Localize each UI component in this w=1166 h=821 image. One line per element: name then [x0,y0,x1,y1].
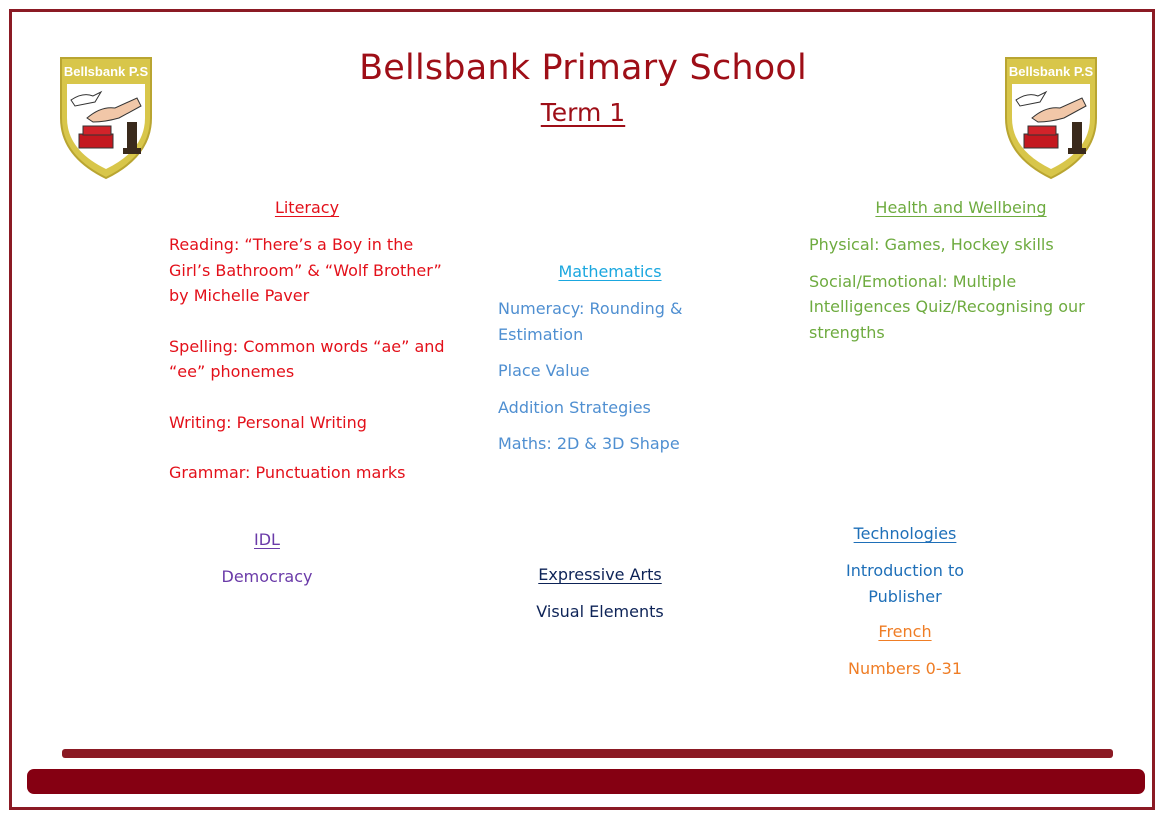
technologies-item: Publisher [868,586,942,606]
literacy-item: by Michelle Paver [169,286,310,305]
literacy-list [169,232,469,486]
expressive-arts-item: Visual Elements [536,602,664,621]
literacy-item: Writing: Personal Writing [169,412,367,432]
mathematics-list [498,296,718,457]
mathematics-item: Place Value [498,361,590,380]
mathematics-item: Estimation [498,324,584,344]
mathematics-heading: Mathematics [558,262,662,281]
crest-lettering: Bellsbank P.S [63,64,149,79]
term-heading: Term 1 [540,98,626,127]
page-title: Bellsbank Primary School [359,48,807,88]
french-heading: French [878,622,932,641]
literacy-item: Girl’s Bathroom” & “Wolf Brother” [169,260,442,280]
health-item: strengths [809,322,885,342]
literacy-item: Spelling: Common words “ae” and [169,336,445,356]
technologies-list [815,558,995,609]
literacy-item: Reading: “There’s a Boy in the [169,235,414,254]
mathematics-item: Numeracy: Rounding & [498,299,683,318]
expressive-arts-heading: Expressive Arts [538,565,662,584]
mathematics-item: Addition Strategies [498,397,651,417]
health-list [809,232,1119,345]
literacy-item: Grammar: Punctuation marks [169,463,406,482]
health-item: Intelligences Quiz/Recognising our [809,297,1085,316]
health-item: Social/Emotional: Multiple [809,271,1017,291]
crest-lettering: Bellsbank P.S [1008,64,1094,79]
mathematics-item: Maths: 2D & 3D Shape [498,434,680,453]
technologies-item: Introduction to [845,561,965,580]
literacy-heading: Literacy [274,198,340,217]
literacy-item: “ee” phonemes [169,362,295,381]
french-item: Numbers 0-31 [847,659,962,678]
technologies-heading: Technologies [853,524,957,543]
idl-item: Democracy [221,567,313,586]
health-item: Physical: Games, Hockey skills [809,235,1054,254]
footer-divider-line [62,749,1113,758]
footer-bar [27,769,1145,794]
health-heading: Health and Wellbeing [875,198,1047,217]
idl-heading: IDL [254,530,280,549]
